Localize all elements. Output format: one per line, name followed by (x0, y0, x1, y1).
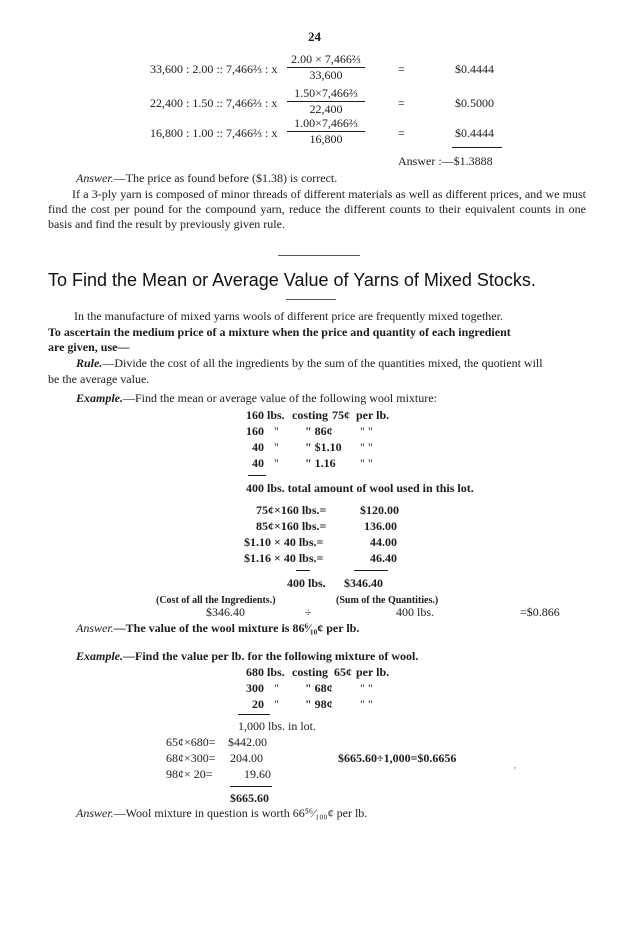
product-value: $120.00 (360, 503, 399, 517)
product-expression: 98¢× 20= (166, 767, 213, 781)
fraction-denominator: 22,400 (309, 102, 343, 116)
mixture-word: costing (292, 665, 328, 679)
example-text: —Find the value per lb. for the following mixture of wool. (123, 649, 419, 663)
mixture-price: " 1.16 (305, 456, 336, 470)
proportion-result: $0.5000 (455, 96, 494, 110)
cost-label: (Cost of all the Ingredients.) (156, 595, 276, 606)
product-expression: 75¢×160 lbs.= (256, 503, 327, 517)
division-sign: ÷ (305, 605, 312, 619)
sum-cost: $665.60 (230, 791, 269, 805)
answer-label: Answer. (76, 171, 114, 185)
division-cost: $346.40 (206, 605, 245, 619)
intro-line: In the manufacture of mixed yarns wools of different price are frequently mixed together. (74, 309, 503, 323)
product-value: 204.00 (230, 751, 263, 765)
proportion-fraction (287, 117, 365, 146)
answer-text: —The value of the wool mixture is 86⁶⁄₁₀¢ per lb. (113, 621, 360, 635)
mixture-price: " $1.10 (305, 440, 342, 454)
sum-rule (248, 475, 266, 476)
product-expression: 85¢×160 lbs.= (256, 519, 327, 533)
mixture-unit: " " (360, 697, 373, 711)
product-value: 46.40 (370, 551, 397, 565)
mixture-word: " (274, 697, 279, 711)
division-result: =$0.866 (520, 605, 560, 619)
proportion-left: 22,400 : 1.50 :: 7,466⅔ : x (150, 96, 278, 110)
equals-sign: = (398, 96, 405, 110)
mixture-word: " (274, 424, 279, 438)
mixture-price: " 68¢ (305, 681, 333, 695)
equals-sign: = (398, 126, 405, 140)
mixture-qty: 680 lbs. (246, 665, 285, 679)
answer-line (76, 171, 337, 185)
total-line: 1,000 lbs. in lot. (238, 719, 317, 733)
mixture-unit: " " (360, 424, 373, 438)
product-expression: $1.10 × 40 lbs.= (244, 535, 324, 549)
product-value: 136.00 (364, 519, 397, 533)
product-value: $442.00 (228, 735, 267, 749)
mixture-qty: 300 (246, 681, 264, 695)
answer-text: —The price as found before ($1.38) is correct. (113, 171, 338, 185)
sum-cost: $346.40 (344, 576, 383, 590)
answer-line (76, 806, 367, 820)
mixture-unit: " " (360, 681, 373, 695)
mixture-qty: 20 (252, 697, 264, 711)
fraction-numerator: 1.50×7,466⅔ (287, 87, 365, 102)
fraction-denominator: 33,600 (309, 68, 343, 82)
rule-line: be the average value. (48, 372, 150, 386)
mixture-word: " (274, 456, 279, 470)
answer-text: —Wool mixture in question is worth 66⁵⁶⁄₁₀₀¢ per lb. (113, 806, 368, 820)
fraction-numerator: 1.00×7,466⅔ (287, 117, 365, 132)
mixture-unit: " " (360, 440, 373, 454)
fraction-numerator: 2.00 × 7,466⅔ (287, 53, 365, 68)
sum-rule (296, 570, 310, 571)
paragraph-3ply-text: If a 3-ply yarn is composed of minor threads of different materials as well as different prices, and we must find the cost per pound for the compound yarn, reduce the different counts to their equivalent counts in one basis and find the result by previously given rule. (48, 187, 586, 231)
example-label: Example. (76, 391, 123, 405)
answer-line (76, 621, 359, 635)
proportion-fraction (287, 87, 365, 116)
answer-total: Answer :—$1.3888 (398, 154, 493, 168)
sum-rule (238, 714, 270, 715)
proportion-left: 33,600 : 2.00 :: 7,466⅔ : x (150, 62, 278, 76)
proportion-result: $0.4444 (455, 126, 494, 140)
rule-text: —Divide the cost of all the ingredients by the sum of the quantities mixed, the quotient will (102, 356, 543, 370)
mixture-price: 75¢ (332, 408, 350, 422)
intro-line: To ascertain the medium price of a mixture when the price and quantity of each ingredient (48, 325, 511, 339)
product-expression: 68¢×300= (166, 751, 216, 765)
section-divider (278, 255, 360, 256)
division-quantity: 400 lbs. (396, 605, 435, 619)
sum-label: (Sum of the Quantities.) (336, 595, 439, 606)
mixture-qty: 40 (252, 456, 264, 470)
paragraph-3ply (48, 187, 586, 232)
sum-rule (452, 147, 502, 148)
product-expression: $1.16 × 40 lbs.= (244, 551, 324, 565)
example-label: Example. (76, 649, 123, 663)
mixture-unit: " " (360, 456, 373, 470)
sum-quantity: 400 lbs. (287, 576, 326, 590)
mixture-word: costing (292, 408, 328, 422)
equals-sign: = (398, 62, 405, 76)
example-text: —Find the mean or average value of the following wool mixture: (123, 391, 437, 405)
intro-line: are given, use— (48, 340, 130, 354)
mixture-qty: 160 (246, 424, 264, 438)
example-line (76, 391, 437, 405)
rule-label: Rule. (76, 356, 103, 370)
fraction-denominator: 16,800 (309, 132, 343, 146)
proportion-left: 16,800 : 1.00 :: 7,466⅔ : x (150, 126, 278, 140)
rule-line (76, 356, 543, 370)
proportion-fraction (287, 53, 365, 82)
mixture-unit: per lb. (356, 665, 390, 679)
mixture-qty: 160 lbs. (246, 408, 285, 422)
section-heading: To Find the Mean or Average Value of Yarns of Mixed Stocks. (48, 270, 536, 290)
stray-mark: ' (514, 766, 516, 777)
page-number: 24 (308, 29, 321, 44)
mixture-unit: per lb. (356, 408, 390, 422)
example-line (76, 649, 418, 663)
mixture-qty: 40 (252, 440, 264, 454)
division-line: $665.60÷1,000=$0.6656 (338, 751, 457, 765)
product-expression: 65¢×680= (166, 735, 216, 749)
heading-underline (286, 299, 336, 300)
product-value: 44.00 (370, 535, 397, 549)
sum-rule (354, 570, 388, 571)
mixture-price: 65¢ (334, 665, 352, 679)
answer-label: Answer. (76, 621, 114, 635)
mixture-price: " 98¢ (305, 697, 333, 711)
product-value: 19.60 (244, 767, 271, 781)
mixture-word: " (274, 681, 279, 695)
answer-label: Answer. (76, 806, 114, 820)
mixture-price: " 86¢ (305, 424, 333, 438)
sum-rule (230, 786, 272, 787)
total-line: 400 lbs. total amount of wool used in this lot. (246, 481, 474, 495)
proportion-result: $0.4444 (455, 62, 494, 76)
mixture-word: " (274, 440, 279, 454)
